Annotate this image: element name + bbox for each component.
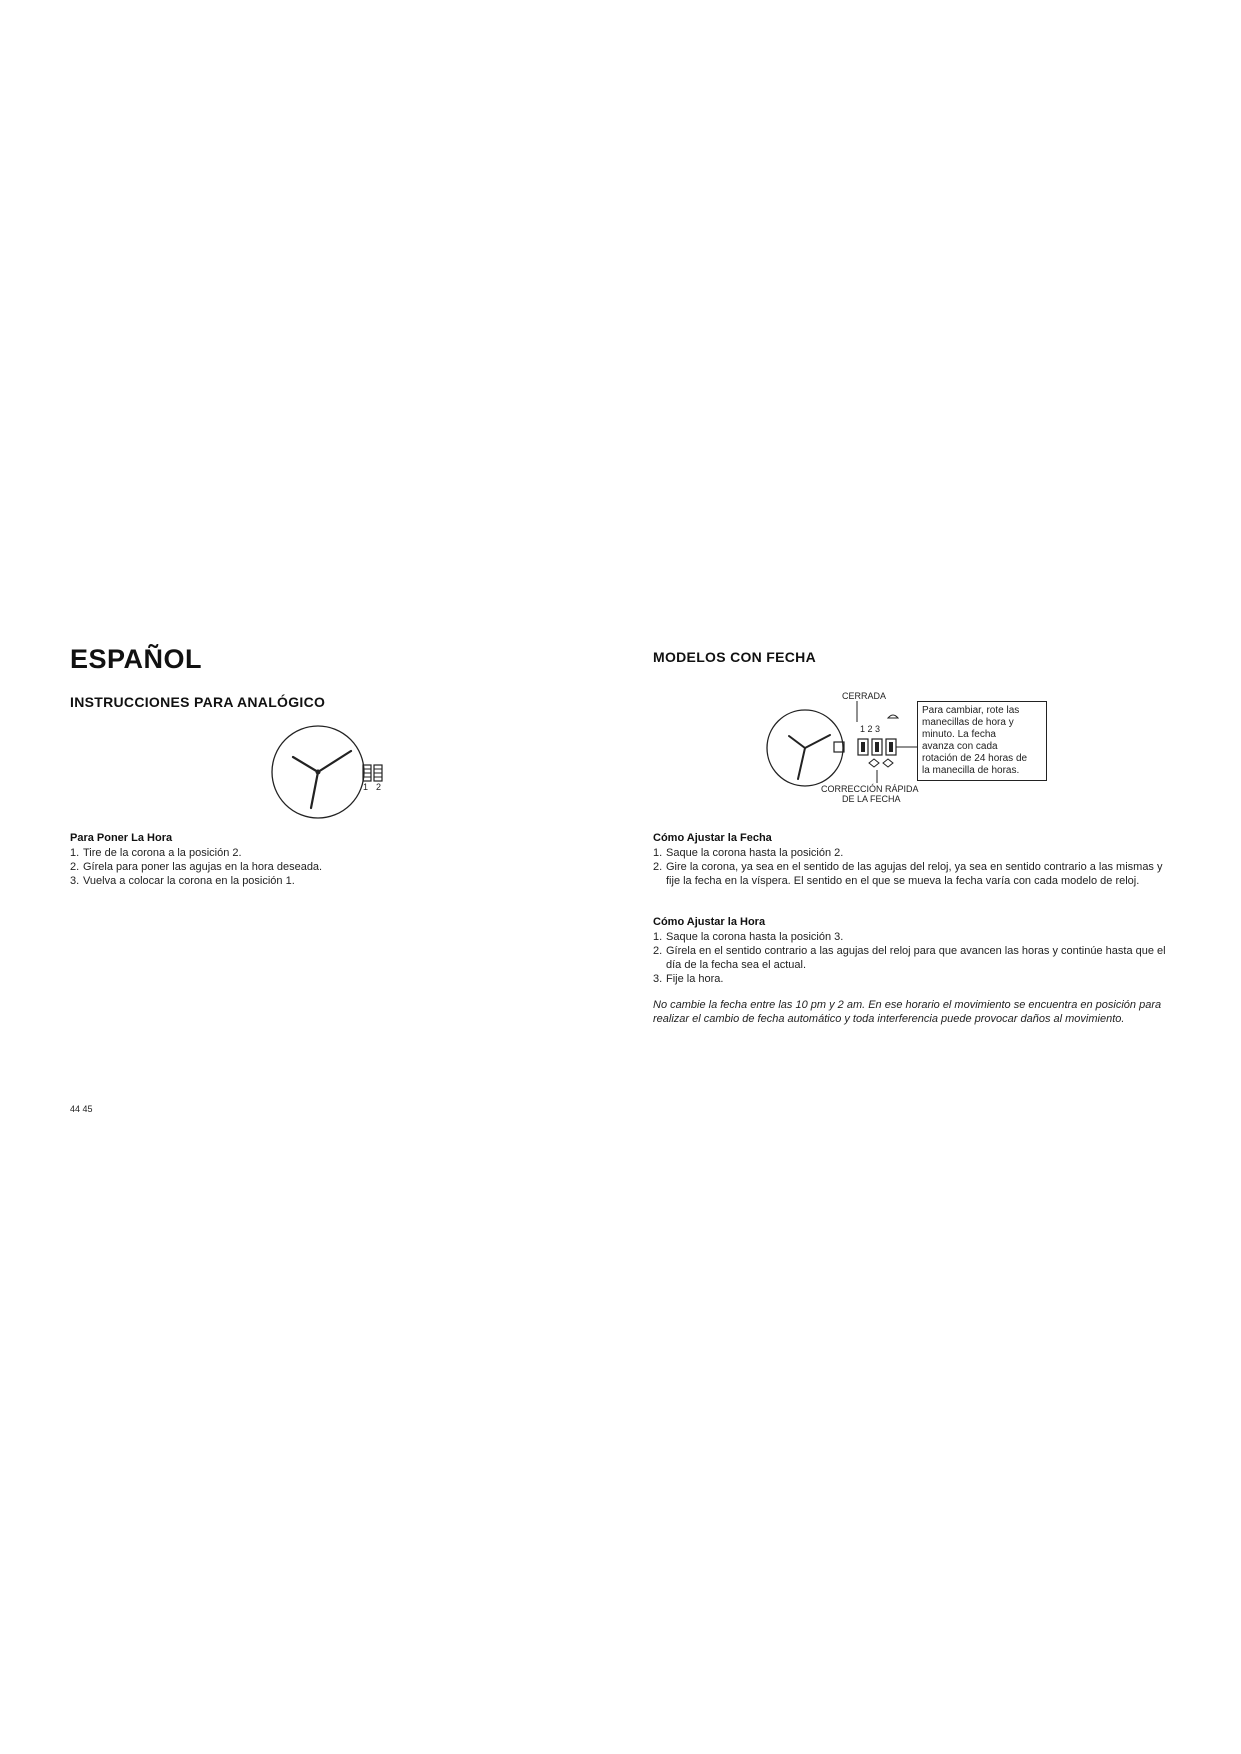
set-time-title: Para Poner La Hora <box>70 832 173 844</box>
callout-line: avanza con cada <box>922 741 998 752</box>
date-watch-diagram <box>765 688 925 806</box>
quick-correction-label: CORRECCIÓN RÁPIDA <box>821 784 919 794</box>
list-item: 3. Fije la hora. <box>653 973 724 985</box>
minute-hand-icon <box>805 735 830 748</box>
list-item: 1. Tire de la corona a la posición 2. <box>70 847 242 859</box>
rotation-arrow-icon <box>869 759 879 767</box>
second-hand-icon <box>798 748 805 779</box>
list-item: 2. Gire la corona, ya sea en el sentido de las agujas del reloj, ya sea en sentido contrario a las mismas y fije la fecha en la víspera. El sentido en el que se mueva la fecha varía con cada modelo de reloj. <box>653 861 1163 887</box>
minute-hand-icon <box>318 751 351 772</box>
crown-arrow-up-icon <box>888 715 898 718</box>
callout-line: rotación de 24 horas de <box>922 753 1028 764</box>
crown-label-1: 1 <box>363 782 369 792</box>
adjust-time-steps <box>653 930 1168 986</box>
crown-label-2: 2 <box>376 782 382 792</box>
set-time-steps <box>70 846 470 888</box>
language-title: ESPAÑOL <box>70 644 203 674</box>
analog-section-title: INSTRUCCIONES PARA ANALÓGICO <box>70 694 326 710</box>
list-item: 1. Saque la corona hasta la posición 2. <box>653 847 844 859</box>
list-item: 1. Saque la corona hasta la posición 3. <box>653 931 844 943</box>
callout-line: la manecilla de horas. <box>922 765 1020 776</box>
callout-line: Para cambiar, rote las <box>922 705 1020 716</box>
crown-position-1-icon <box>858 739 868 755</box>
second-hand-icon <box>311 772 318 808</box>
date-models-title: MODELOS CON FECHA <box>653 649 816 665</box>
warning-note: No cambie la fecha entre las 10 pm y 2 am. En ese horario el movimiento se encuentra en posición para realizar el cambio de fecha automático y toda interferencia puede provocar daños al movimiento. <box>653 999 1162 1025</box>
callout-line: minuto. La fecha <box>922 729 996 740</box>
closed-label: CERRADA <box>842 691 887 701</box>
rotation-arrow-icon <box>883 759 893 767</box>
adjust-time-title: Cómo Ajustar la Hora <box>653 916 766 928</box>
quick-correction-label-2: DE LA FECHA <box>842 794 901 804</box>
analog-watch-diagram <box>265 722 400 822</box>
page-numbers: 44 45 <box>70 1104 93 1114</box>
list-item: 3. Vuelva a colocar la corona en la posición 1. <box>70 875 295 887</box>
adjust-date-steps <box>653 846 1168 888</box>
hour-hand-icon <box>789 736 805 748</box>
list-item: 2. Gírela en el sentido contrario a las agujas del reloj para que avancen las horas y continúe hasta que el día de la fecha sea el actual. <box>653 945 1166 971</box>
date-callout <box>917 701 1047 781</box>
callout-line: manecillas de hora y <box>922 717 1014 728</box>
list-item: 2. Gírela para poner las agujas en la hora deseada. <box>70 861 323 873</box>
hour-hand-icon <box>293 757 318 772</box>
adjust-date-title: Cómo Ajustar la Fecha <box>653 832 772 844</box>
crown-position-3-icon <box>886 739 896 755</box>
positions-label: 1 2 3 <box>860 724 881 734</box>
crown-position-2-icon <box>872 739 882 755</box>
crown-position-2-icon <box>374 765 382 781</box>
